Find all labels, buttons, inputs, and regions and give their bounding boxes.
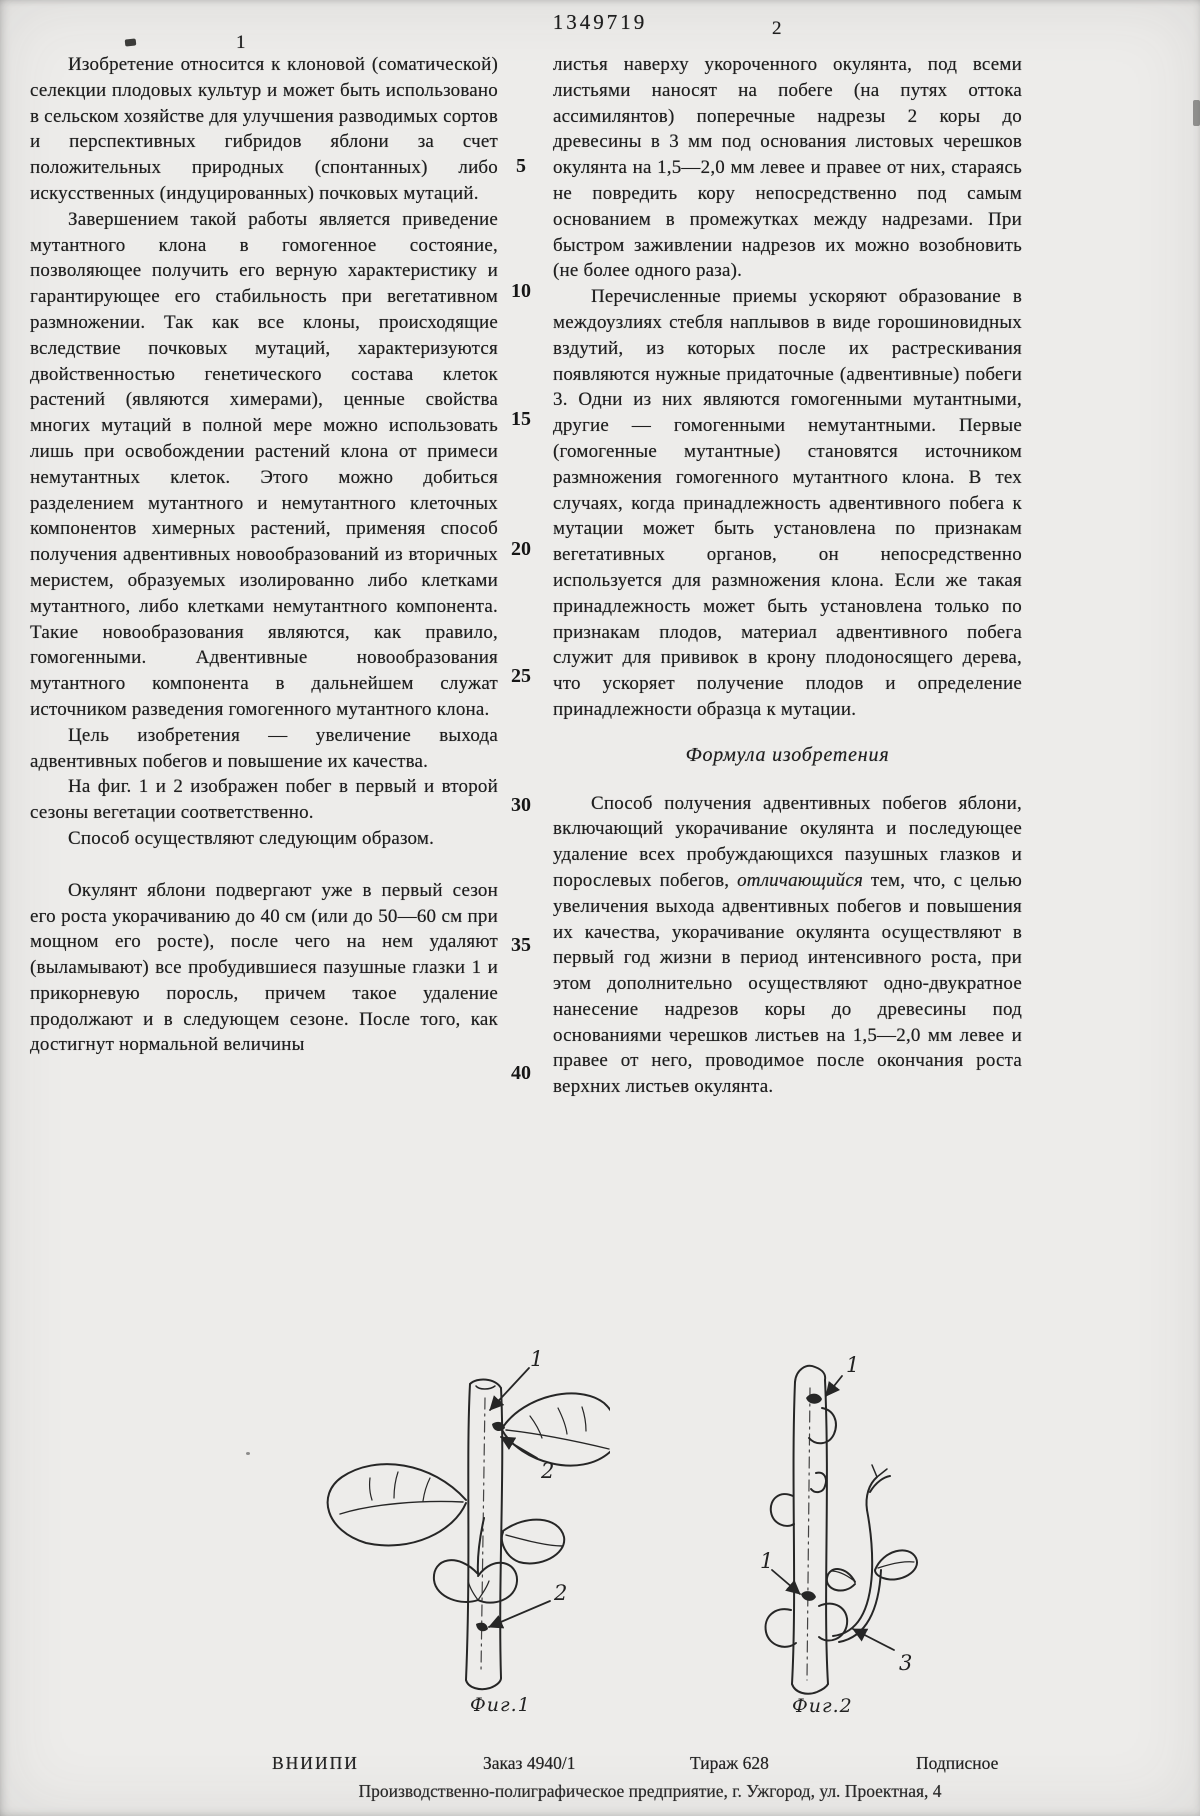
subscription-note: Подписное xyxy=(916,1753,999,1773)
fig2-callout-1-upper: 1 xyxy=(846,1353,860,1377)
line-number-30: 30 xyxy=(511,794,531,816)
fig1-callout-1: 1 xyxy=(530,1350,544,1371)
line-number-20: 20 xyxy=(511,538,531,560)
column-number-left: 1 xyxy=(236,32,246,53)
claim-paragraph xyxy=(553,791,1022,1101)
order-number: Заказ 4940/1 xyxy=(483,1753,576,1773)
printer-address: Производственно-полиграфическое предприятие, г. Ужгород, ул. Проектная, 4 xyxy=(358,1781,942,1801)
line-number-25: 25 xyxy=(511,665,531,687)
scan-speck xyxy=(246,1452,250,1455)
line-number-35: 35 xyxy=(511,934,531,956)
paragraph: Окулянт яблони подвергают уже в первый сезон его роста укорачиванию до 40 см (или до 50—60 см при мощном его росте), после чего на нем удаляют (выламывают) все пробудившиеся пазушные глазки 1 и прикорневую поросль, причем такое удаление продолжают и в следующем сезоне. После того, как достигнут нормальной величины xyxy=(30,879,498,1056)
fig2-stem-and-shoot xyxy=(766,1366,917,1694)
line-number-15: 15 xyxy=(511,408,531,430)
patent-number: 1349719 xyxy=(552,10,648,34)
paragraph: Завершением такой работы является приведение мутантного клона в гомогенное состояние, позволяющее получить его верную характеристику и гарантирующее его стабильность при вегетативном размножении. Так как все клоны, происходящие вследствие почковых мутаций, характеризуются двойственностью генетического состава клеток растений (являются химерами), ценные свойства многих мутаций в полной мере можно использовать лишь при освобождении растений клона от примеси немутантных клеток. Этого можно добиться разделением мутантного и немутантного клеточных компонентов химерных растений, применяя способ получения адвентивных новообразований из вторичных меристем, образуемых изолированно либо клетками мутантного, либо клетками немутантного компонента. Такие новообразования являются, как правило, гомогенными. Адвентивные новообразования мутантного компонента в дальнейшем служат источником разведения гомогенного мутантного клона. xyxy=(30,208,498,720)
right-column xyxy=(553,52,1022,1100)
line-number-40: 40 xyxy=(511,1062,531,1084)
left-column xyxy=(30,52,498,1058)
figure-1-drawing xyxy=(280,1350,610,1725)
paragraph: На фиг. 1 и 2 изображен побег в первый и второй сезоны вегетации соответственно. xyxy=(30,776,498,824)
fig1-caption: Фиг.1 xyxy=(470,1694,531,1716)
publisher-name: ВНИИПИ xyxy=(272,1753,359,1773)
paragraph-continuation: листья наверху укороченного окулянта, под всеми листьями наносят на побеге (на путях оттока ассимилянтов) поперечные надрезы 2 коры до древесины в 3 мм под основания листовых черешков окулянта на 1,5—2,0 мм левее и правее от них, стараясь не повредить кору непосредственно под самым основанием в промежутках между надрезами. При быстром заживлении надрезов их можно возобновить (не более одного раза). xyxy=(553,54,1022,282)
claim-text-after: тем, что, с целью увеличения выхода адвентивных побегов и повышения их качества, укорачивание окулянта осуществляют в первый год жизни в период интенсивного роста, при этом дополнительно осуществляют одно-двукратное нанесение надрезов коры до древесины под основаниями черешков листьев на 1,5—2,0 мм левее и правее от него, проводимое после окончания роста верхних листьев окулянта. xyxy=(553,869,1022,1098)
paragraph: Изобретение относится к клоновой (соматической) селекции плодовых культур и может быть использовано в сельском хозяйстве для улучшения разводимых сортов и перспективных гибридов яблони за счет положительных природных (спонтанных) либо искусственных (индуцированных) почковых мутаций. xyxy=(30,54,498,204)
claim-text-before: Способ получения адвентивных побегов яблони, включающий укорачивание окулянта и последующее удаление всех пробуждающихся пазушных глазков и порослевых побегов, xyxy=(553,792,1022,891)
fig1-callout-2-lower: 2 xyxy=(554,1581,568,1605)
column-number-right: 2 xyxy=(772,18,782,39)
fig2-caption: Фиг.2 xyxy=(792,1695,853,1717)
claims-heading: Формула изобретения xyxy=(685,743,890,766)
fig1-stem-and-leaves xyxy=(328,1368,610,1689)
scan-speck xyxy=(1193,100,1200,126)
fig2-callout-3: 3 xyxy=(899,1651,913,1675)
paragraph: Цель изобретения — увеличение выхода адвентивных побегов и повышение их качества. xyxy=(30,724,498,772)
circulation: Тираж 628 xyxy=(690,1753,769,1773)
line-number-10: 10 xyxy=(511,280,531,302)
fig2-callout-1-lower: 1 xyxy=(760,1549,774,1573)
fig1-callout-2-upper: 2 xyxy=(541,1459,555,1483)
paragraph: Способ осуществляют следующим образом. xyxy=(68,827,435,849)
paragraph: Перечисленные приемы ускоряют образование в междоузлиях стебля наплывов в виде горошиновидных вздутий, из которых после их растрескивания появляются нужные придаточные (адвентивные) побеги 3. Одни из них являются гомогенными мутантными, другие — гомогенными немутантными. Первые (гомогенные мутантные) становятся источником размножения гомогенного мутантного клона. В тех случаях, когда принадлежность адвентивного побега к мутации может быть установлена по признакам вегетативных органов, он непосредственно используется для размножения клона. Если же такая принадлежность может быть установлена только по признакам плодов, материал адвентивного побега служит для прививок в крону плодоносящего дерева, что ускоряет получение плодов и определение принадлежности образца к мутации. xyxy=(553,286,1022,720)
figure-2-drawing xyxy=(620,1340,950,1725)
line-number-5: 5 xyxy=(516,155,526,177)
claim-distinguishing-word: отличающийся xyxy=(737,869,864,891)
scan-speck xyxy=(125,38,137,46)
